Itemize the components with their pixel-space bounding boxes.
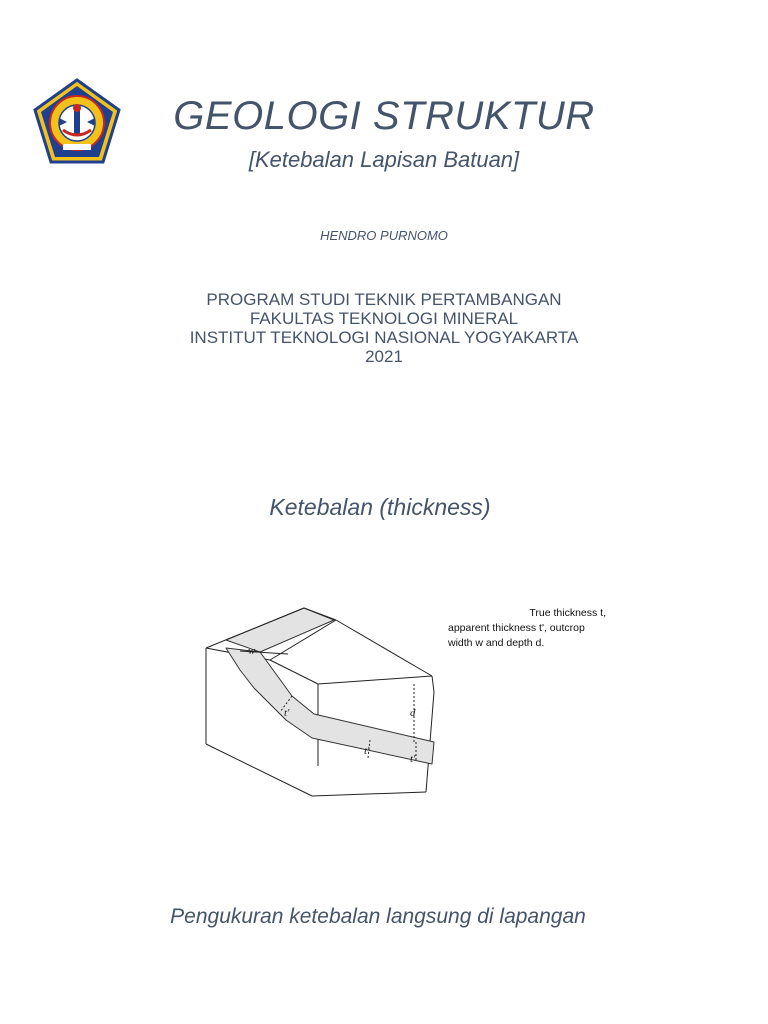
- document-subtitle: [Ketebalan Lapisan Batuan]: [248, 147, 520, 172]
- caption-line-3: width w and depth d.: [448, 637, 545, 649]
- caption-line-2: apparent thickness t', outcrop: [448, 622, 585, 634]
- label-t-mid: t': [364, 745, 370, 757]
- document-title: GEOLOGI STRUKTUR: [173, 94, 595, 138]
- label-d: d: [410, 707, 416, 719]
- figure-caption: [448, 606, 618, 651]
- program-name: PROGRAM STUDI TEKNIK PERTAMBANGAN: [206, 290, 562, 309]
- university-name: INSTITUT TEKNOLOGI NASIONAL YOGYAKARTA: [189, 328, 579, 347]
- author-name: HENDRO PURNOMO: [320, 228, 448, 243]
- label-t-slope: t': [284, 707, 290, 719]
- footer-heading: Pengukuran ketebalan langsung di lapangan: [170, 905, 586, 928]
- label-t-right: t': [410, 753, 416, 765]
- faculty-name: FAKULTAS TEKNOLOGI MINERAL: [249, 309, 519, 328]
- institution-block: [0, 290, 768, 366]
- section-heading: Ketebalan (thickness): [269, 494, 491, 520]
- caption-line-1: True thickness t,: [529, 607, 606, 619]
- year: 2021: [365, 347, 403, 366]
- label-w: w: [248, 645, 256, 657]
